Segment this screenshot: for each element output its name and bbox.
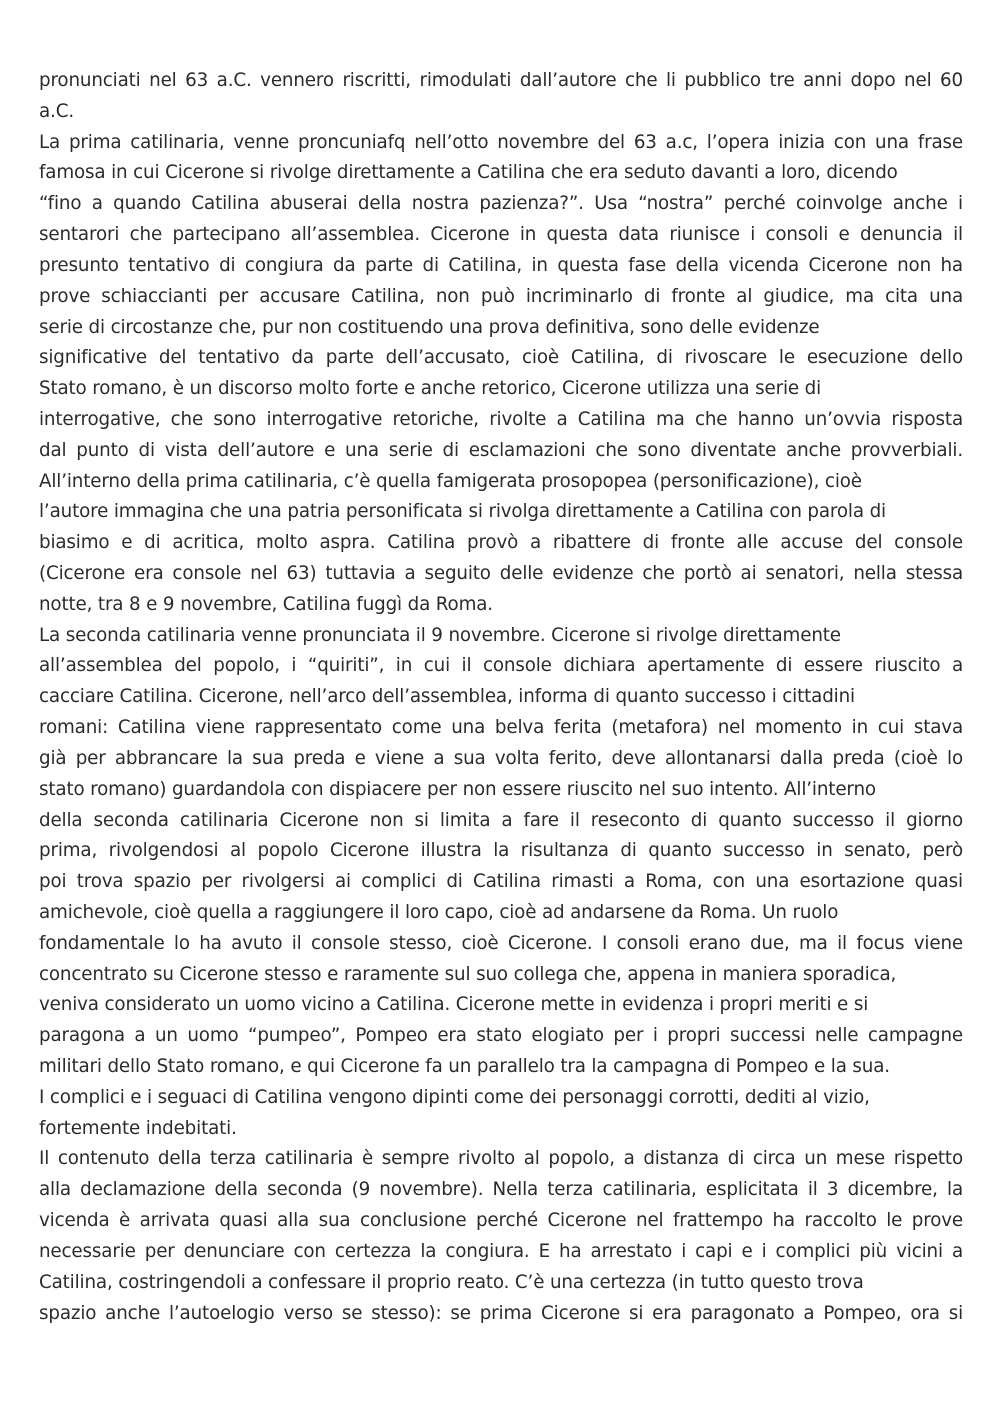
text-line: significative del tentativo da parte dell’accusato, cioè Catilina, di rivoscare le esecuzione dello xyxy=(39,347,963,369)
document-body xyxy=(39,66,963,1329)
text-line: cacciare Catilina. Cicerone, nell’arco dell’assemblea, informa di quanto successo i cittadini xyxy=(39,686,855,708)
text-line: concentrato su Cicerone stesso e raramente sul suo collega che, appena in maniera sporadica, xyxy=(39,963,897,985)
text-line: “fino a quando Catilina abuserai della nostra pazienza?”. Usa “nostra” perché coinvolge anche i xyxy=(39,193,963,215)
text-line: già per abbrancare la sua preda e viene a sua volta ferito, deve allontanarsi dalla preda (cioè lo xyxy=(39,747,963,769)
text-line: alla declamazione della seconda (9 novembre). Nella terza catilinaria, esplicitata il 3 dicembre, la xyxy=(39,1179,963,1201)
text-line: a.C. xyxy=(39,100,74,122)
text-line: fondamentale lo ha avuto il console stesso, cioè Cicerone. I consoli erano due, ma il focus viene xyxy=(39,932,963,954)
text-line: veniva considerato un uomo vicino a Catilina. Cicerone mette in evidenza i propri meriti e si xyxy=(39,994,869,1016)
text-line: della seconda catilinaria Cicerone non si limita a fare il reseconto di quanto successo il giorno xyxy=(39,809,963,831)
text-line: dal punto di vista dell’autore e una serie di esclamazioni che sono diventate anche provverbiali. xyxy=(39,439,963,461)
text-line: prove schiaccianti per accusare Catilina, non può incriminarlo di fronte al giudice, ma cita una xyxy=(39,285,963,307)
text-line: pronunciati nel 63 a.C. vennero riscritti, rimodulati dall’autore che li pubblico tre anni dopo nel 60 xyxy=(39,70,963,91)
text-line: romani: Catilina viene rappresentato come una belva ferita (metafora) nel momento in cui stava xyxy=(39,717,963,739)
text-line: necessarie per denunciare con certezza la congiura. E ha arrestato i capi e i complici più vicini a xyxy=(39,1240,963,1262)
text-line: Catilina, costringendoli a confessare il proprio reato. C’è una certezza (in tutto questo trova xyxy=(39,1271,864,1293)
text-line: Stato romano, è un discorso molto forte e anche retorico, Cicerone utilizza una serie di xyxy=(39,378,822,400)
text-line: sentarori che partecipano all’assemblea. Cicerone in questa data riunisce i consoli e denuncia il xyxy=(39,224,963,246)
text-line: presunto tentativo di congiura da parte di Catilina, in questa fase della vicenda Cicerone non ha xyxy=(39,254,963,276)
text-line: biasimo e di acritica, molto aspra. Catilina provò a ribattere di fronte alle accuse del console xyxy=(39,532,963,554)
text-line: l’autore immagina che una patria personificata si rivolga direttamente a Catilina con parola di xyxy=(39,501,886,523)
text-line: spazio anche l’autoelogio verso se stesso): se prima Cicerone si era paragonato a Pompeo, ora si xyxy=(39,1302,963,1324)
text-line: vicenda è arrivata quasi alla sua conclusione perché Cicerone nel frattempo ha raccolto le prove xyxy=(39,1210,963,1232)
text-line: La seconda catilinaria venne pronunciata il 9 novembre. Cicerone si rivolge direttamente xyxy=(39,624,841,646)
text-line: fortemente indebitati. xyxy=(39,1117,237,1139)
text-line: famosa in cui Cicerone si rivolge direttamente a Catilina che era seduto davanti a loro, dicendo xyxy=(39,162,898,184)
text-line: poi trova spazio per rivolgersi ai complici di Catilina rimasti a Roma, con una esortazione quasi xyxy=(39,871,963,893)
text-line: I complici e i seguaci di Catilina vengono dipinti come dei personaggi corrotti, dediti al vizio, xyxy=(39,1086,870,1108)
text-line: stato romano) guardandola con dispiacere per non essere riuscito nel suo intento. All’interno xyxy=(39,778,876,800)
text-line: all’assemblea del popolo, i “quiriti”, in cui il console dichiara apertamente di essere riuscito a xyxy=(39,655,963,677)
text-line: (Cicerone era console nel 63) tuttavia a seguito delle evidenze che portò ai senatori, nella stessa xyxy=(39,563,963,584)
text-line: prima, rivolgendosi al popolo Cicerone illustra la risultanza di quanto successo in senato, però xyxy=(39,840,963,862)
text-line: interrogative, che sono interrogative retoriche, rivolte a Catilina ma che hanno un’ovvia risposta xyxy=(39,408,963,430)
text-line: paragona a un uomo “pumpeo”, Pompeo era stato elogiato per i propri successi nelle campagne xyxy=(39,1025,963,1047)
text-line: militari dello Stato romano, e qui Cicerone fa un parallelo tra la campagna di Pompeo e la sua. xyxy=(39,1056,890,1077)
text-line: amichevole, cioè quella a raggiungere il loro capo, cioè ad andarsene da Roma. Un ruolo xyxy=(39,901,839,923)
text-line: La prima catilinaria, venne proncuniafq nell’otto novembre del 63 a.c, l’opera inizia con una frase xyxy=(39,131,963,153)
text-line: All’interno della prima catilinaria, c’è quella famigerata prosopopea (personificazione), cioè xyxy=(39,470,862,492)
text-line: Il contenuto della terza catilinaria è sempre rivolto al popolo, a distanza di circa un mese rispetto xyxy=(39,1148,963,1170)
text-line: serie di circostanze che, pur non costituendo una prova definitiva, sono delle evidenze xyxy=(39,316,820,338)
text-line: notte, tra 8 e 9 novembre, Catilina fuggì da Roma. xyxy=(39,593,493,615)
